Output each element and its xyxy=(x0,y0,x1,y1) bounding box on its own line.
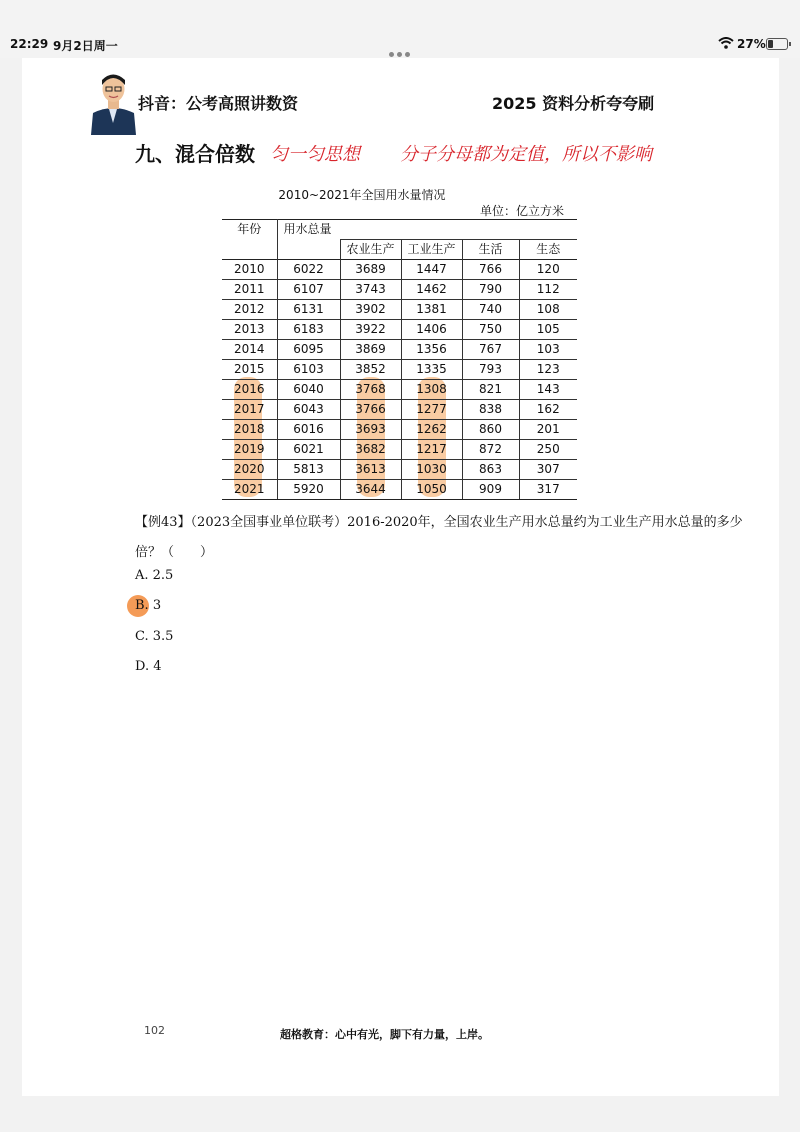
table-row xyxy=(222,320,577,340)
table-cell: 838 xyxy=(462,400,519,420)
table-cell: 2018 xyxy=(222,420,277,440)
table-cell: 3852 xyxy=(340,360,401,380)
table-cell: 5920 xyxy=(277,480,340,500)
table-cell: 1308 xyxy=(401,380,462,400)
table-row xyxy=(222,260,577,280)
table-cell: 2010 xyxy=(222,260,277,280)
table-cell: 5813 xyxy=(277,460,340,480)
table-cell: 863 xyxy=(462,460,519,480)
table-row xyxy=(222,340,577,360)
water-usage-table xyxy=(222,219,577,500)
presenter-avatar xyxy=(87,63,140,135)
table-cell: 108 xyxy=(519,300,577,320)
handwritten-note-1: 匀一匀思想 xyxy=(270,144,360,165)
table-cell: 766 xyxy=(462,260,519,280)
table-cell: 821 xyxy=(462,380,519,400)
table-cell: 3869 xyxy=(340,340,401,360)
table-cell: 250 xyxy=(519,440,577,460)
header-channel: 抖音：公考高照讲数资 xyxy=(138,94,299,113)
table-cell: 6183 xyxy=(277,320,340,340)
table-cell: 103 xyxy=(519,340,577,360)
battery-percent: 27% xyxy=(737,37,766,51)
status-date: 9月2日周一 xyxy=(53,39,118,53)
table-cell: 105 xyxy=(519,320,577,340)
table-cell: 2015 xyxy=(222,360,277,380)
table-cell: 6107 xyxy=(277,280,340,300)
status-bar xyxy=(0,0,800,58)
table-cell: 162 xyxy=(519,400,577,420)
table-title: 2010~2021年全国用水量情况 xyxy=(278,188,446,202)
table-cell: 3693 xyxy=(340,420,401,440)
table-cell: 6022 xyxy=(277,260,340,280)
table-cell: 1335 xyxy=(401,360,462,380)
table-cell: 6021 xyxy=(277,440,340,460)
table-cell: 6095 xyxy=(277,340,340,360)
table-cell: 2020 xyxy=(222,460,277,480)
header-course: 2025 资料分析夸夸刷 xyxy=(492,94,655,113)
table-cell: 120 xyxy=(519,260,577,280)
status-time: 22:29 xyxy=(10,37,49,51)
table-cell: 1262 xyxy=(401,420,462,440)
table-cell: 1217 xyxy=(401,440,462,460)
table-cell: 767 xyxy=(462,340,519,360)
header-total: 用水总量 xyxy=(277,220,577,240)
table-row xyxy=(222,480,577,500)
table-cell: 1030 xyxy=(401,460,462,480)
option-a[interactable]: A. 2.5 xyxy=(135,568,174,583)
table-cell: 6043 xyxy=(277,400,340,420)
question-text: 【例43】（2023全国事业单位联考）2016-2020年，全国农业生产用水总量约为工业生产用水总量的多少倍？（ ） xyxy=(135,515,743,560)
header-agri: 农业生产 xyxy=(340,240,401,260)
section-title: 九、混合倍数 xyxy=(135,142,255,166)
table-cell: 2019 xyxy=(222,440,277,460)
handwritten-note-2: 分子分母都为定值，所以不影响 xyxy=(400,144,652,165)
table-cell: 2021 xyxy=(222,480,277,500)
table-cell: 909 xyxy=(462,480,519,500)
table-row xyxy=(222,280,577,300)
table-cell: 1381 xyxy=(401,300,462,320)
document-page xyxy=(22,58,779,1096)
option-b[interactable]: B. 3 xyxy=(135,598,162,613)
table-row xyxy=(222,380,577,400)
header-life: 生活 xyxy=(462,240,519,260)
battery-icon xyxy=(766,38,788,50)
table-cell: 6040 xyxy=(277,380,340,400)
table-cell: 6103 xyxy=(277,360,340,380)
table-cell: 1447 xyxy=(401,260,462,280)
table-cell: 790 xyxy=(462,280,519,300)
table-cell: 123 xyxy=(519,360,577,380)
table-cell: 2011 xyxy=(222,280,277,300)
table-cell: 3922 xyxy=(340,320,401,340)
table-cell: 1050 xyxy=(401,480,462,500)
table-row xyxy=(222,360,577,380)
table-cell: 2012 xyxy=(222,300,277,320)
table-cell: 1406 xyxy=(401,320,462,340)
table-cell: 317 xyxy=(519,480,577,500)
table-cell: 860 xyxy=(462,420,519,440)
table-unit: 单位：亿立方米 xyxy=(480,204,565,218)
table-row xyxy=(222,440,577,460)
table-cell: 143 xyxy=(519,380,577,400)
table-cell: 3689 xyxy=(340,260,401,280)
table-cell: 6016 xyxy=(277,420,340,440)
table-cell: 740 xyxy=(462,300,519,320)
table-cell: 1356 xyxy=(401,340,462,360)
option-d[interactable]: D. 4 xyxy=(135,659,162,674)
table-cell: 3682 xyxy=(340,440,401,460)
table-cell: 750 xyxy=(462,320,519,340)
table-cell: 3613 xyxy=(340,460,401,480)
table-cell: 3768 xyxy=(340,380,401,400)
header-ind: 工业生产 xyxy=(401,240,462,260)
table-cell: 2014 xyxy=(222,340,277,360)
table-row xyxy=(222,460,577,480)
table-row xyxy=(222,300,577,320)
table-cell: 3766 xyxy=(340,400,401,420)
table-row xyxy=(222,420,577,440)
table-cell: 2017 xyxy=(222,400,277,420)
table-cell: 3644 xyxy=(340,480,401,500)
header-year: 年份 xyxy=(222,220,277,260)
table-cell: 6131 xyxy=(277,300,340,320)
table-cell: 3743 xyxy=(340,280,401,300)
table-row xyxy=(222,400,577,420)
page-number: 102 xyxy=(144,1024,165,1037)
option-c[interactable]: C. 3.5 xyxy=(135,629,174,644)
table-cell: 872 xyxy=(462,440,519,460)
footer-slogan: 超格教育：心中有光，脚下有力量，上岸。 xyxy=(280,1028,489,1041)
table-cell: 2016 xyxy=(222,380,277,400)
table-cell: 793 xyxy=(462,360,519,380)
table-cell: 112 xyxy=(519,280,577,300)
wifi-icon xyxy=(718,37,734,49)
table-cell: 2013 xyxy=(222,320,277,340)
table-cell: 201 xyxy=(519,420,577,440)
table-cell: 1462 xyxy=(401,280,462,300)
table-cell: 1277 xyxy=(401,400,462,420)
table-cell: 3902 xyxy=(340,300,401,320)
table-cell: 307 xyxy=(519,460,577,480)
header-eco: 生态 xyxy=(519,240,577,260)
